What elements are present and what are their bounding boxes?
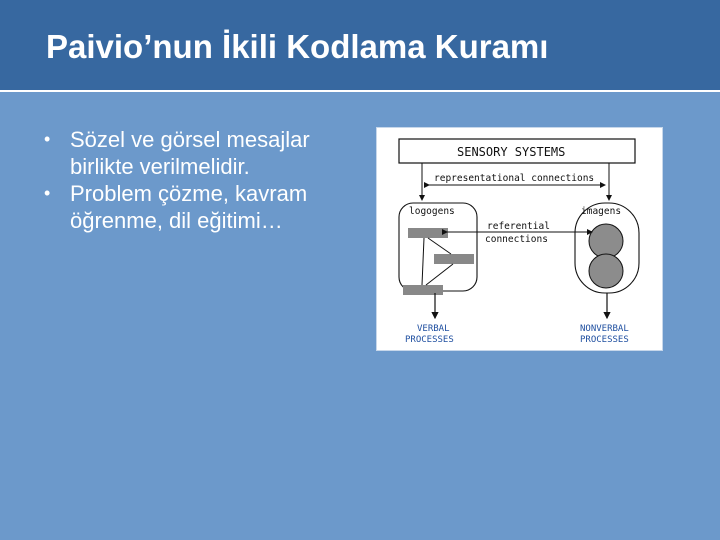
bullet-item: [40, 126, 340, 180]
bullet-marker: •: [44, 183, 51, 203]
verbal-label-2: PROCESSES: [405, 335, 454, 345]
referential-label-1: referential: [487, 221, 550, 232]
logogen-link: [428, 238, 451, 254]
logogen-unit: [408, 228, 448, 238]
verbal-label-1: VERBAL: [417, 324, 450, 334]
sensory-systems-label: SENSORY SYSTEMS: [457, 145, 566, 159]
imagens-label: imagens: [581, 206, 622, 217]
diagram-svg: [377, 128, 662, 350]
dual-coding-diagram: [376, 127, 663, 351]
logogen-unit: [434, 254, 474, 264]
bullet-item: [40, 180, 340, 234]
bullet-text: Problem çözme, kavram öğrenme, dil eğitimi…: [70, 181, 308, 233]
referential-label-2: connections: [485, 234, 548, 245]
bullet-list: [40, 126, 340, 234]
representational-label: representational connections: [434, 173, 595, 184]
bullet-marker: •: [44, 129, 51, 149]
bullet-text: Sözel ve görsel mesajlar birlikte verilmelidir.: [70, 127, 310, 179]
logogens-label: logogens: [409, 206, 455, 217]
slide-title: Paivio’nun İkili Kodlama Kuramı: [46, 28, 549, 65]
nonverbal-label-2: PROCESSES: [580, 335, 629, 345]
imagen-unit: [589, 224, 623, 258]
logogen-link: [422, 238, 424, 285]
title-bar: [0, 0, 720, 92]
logogen-link: [426, 264, 453, 285]
imagen-unit: [589, 254, 623, 288]
nonverbal-label-1: NONVERBAL: [580, 324, 629, 334]
logogen-unit: [403, 285, 443, 295]
